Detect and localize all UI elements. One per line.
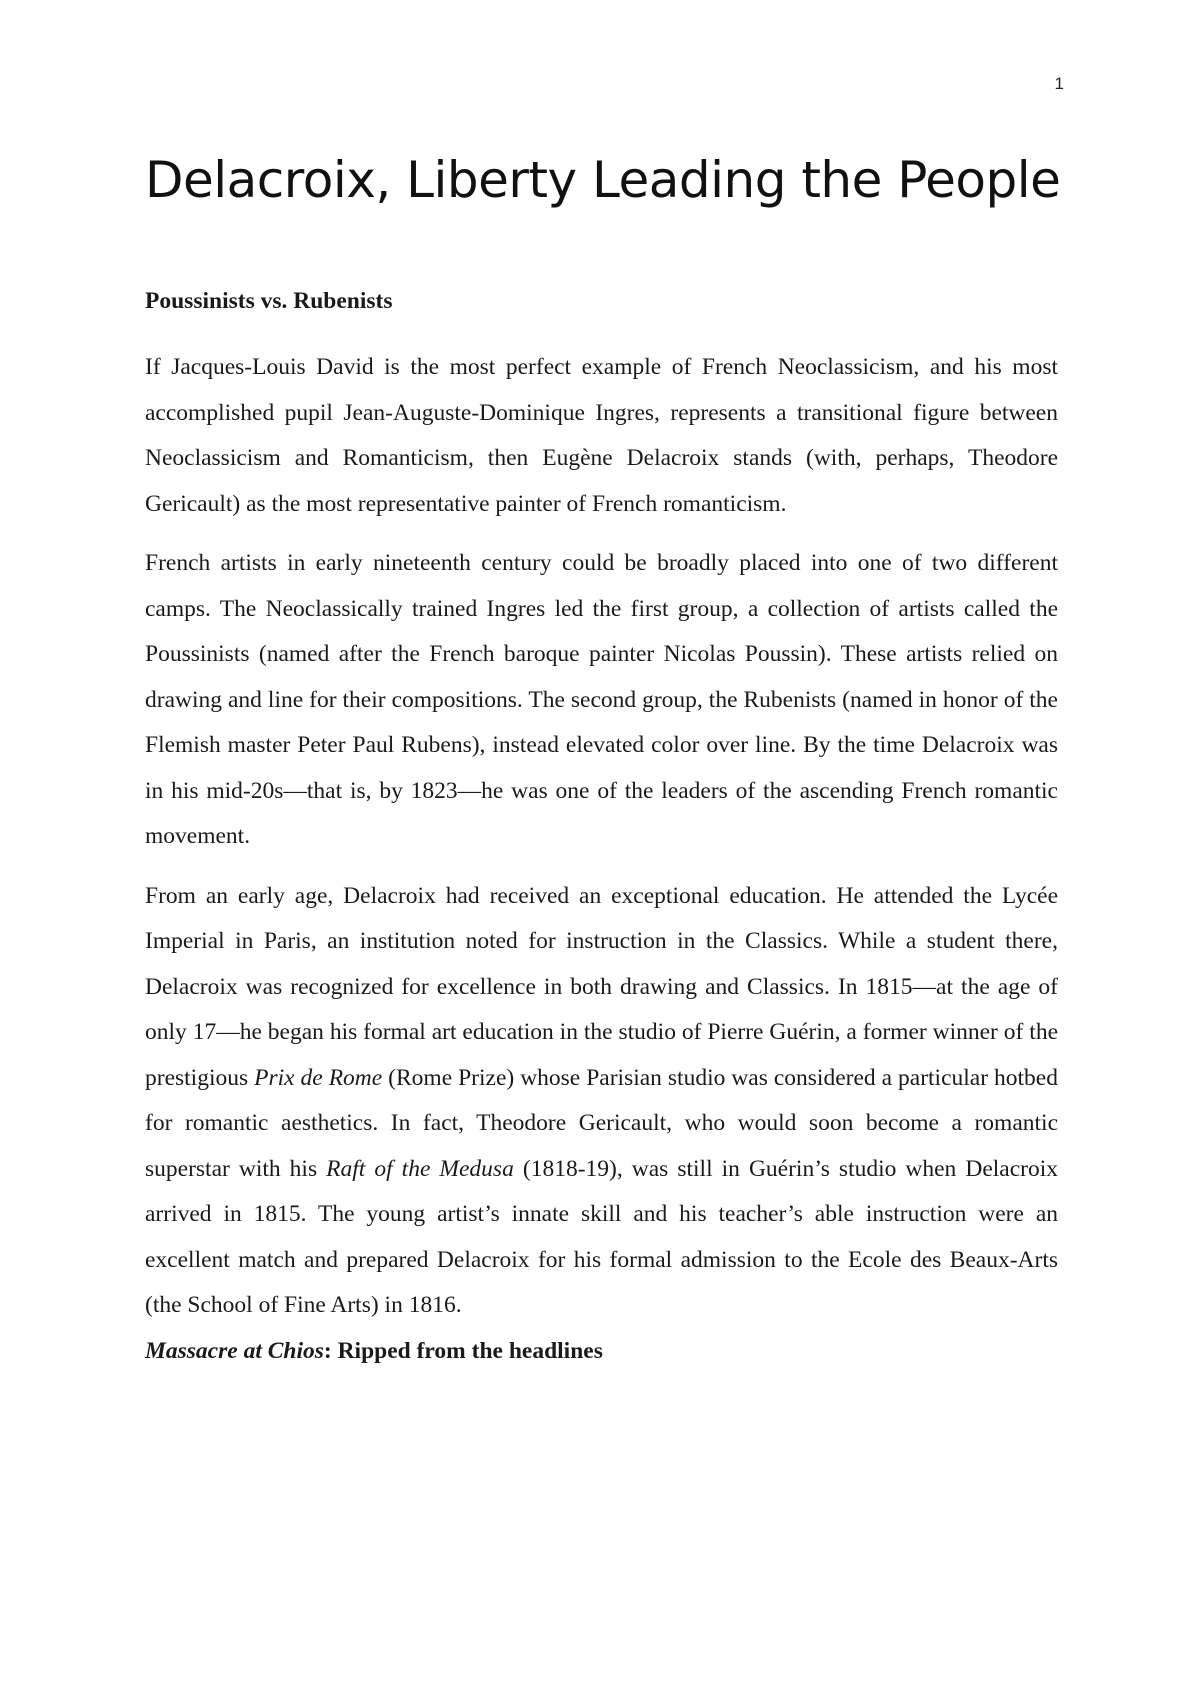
paragraph-education-text-3: (1818-19), was still in Guérin’s studio when Delacroix arrived in 1815. The young artist’s innate skill and his teacher’s able instruction were an excellent match and prepared Delacroix for his formal admission to the Ecole des Beaux-Arts (the School of Fine Arts) in 1816.	[145, 1155, 1058, 1318]
paragraph-education	[145, 874, 1058, 1329]
section-heading-massacre-rest: : Ripped from the headlines	[323, 1337, 603, 1364]
massacre-at-chios-italic: Massacre at Chios	[145, 1337, 324, 1364]
document-body	[145, 282, 1058, 1374]
prix-de-rome-italic: Prix de Rome	[254, 1064, 383, 1091]
paragraph-two-camps: French artists in early nineteenth century could be broadly placed into one of two different camps. The Neoclassically trained Ingres led the first group, a collection of artists called the Poussinists (named after the French baroque painter Nicolas Poussin). These artists relied on drawing and line for their compositions. The second group, the Rubenists (named in honor of the Flemish master Peter Paul Rubens), instead elevated color over line. By the time Delacroix was in his mid-20s—that is, by 1823—he was one of the leaders of the ascending French romantic movement.	[145, 550, 1058, 849]
section-heading-massacre	[145, 1329, 1058, 1374]
document-title: Delacroix, Liberty Leading the People	[145, 151, 1061, 209]
paragraph-intro: If Jacques-Louis David is the most perfect example of French Neoclassicism, and his most accomplished pupil Jean-Auguste-Dominique Ingres, represents a transitional figure between Neoclassicism and Romanticism, then Eugène Delacroix stands (with, perhaps, Theodore Gericault) as the most representative painter of French romanticism.	[145, 354, 1058, 517]
page-number: 1	[1054, 74, 1064, 93]
section-heading-poussinists: Poussinists vs. Rubenists	[145, 288, 393, 314]
raft-of-medusa-italic: Raft of the Medusa	[326, 1155, 514, 1182]
paragraph-education-text-1: From an early age, Delacroix had received an exceptional education. He attended the Lycée Imperial in Paris, an institution noted for instruction in the Classics. While a student there, Delacroix was recognized for excellence in both drawing and Classics. In 1815—at the age of only 17—he began his formal art education in the studio of Pierre Guérin, a former winner of the prestigious	[145, 882, 1058, 1091]
paragraph-education-text-2: (Rome Prize) whose Parisian studio was considered a particular hotbed for romantic aesthetics. In fact, Theodore Gericault, who would soon become a romantic superstar with his	[145, 1064, 1058, 1182]
